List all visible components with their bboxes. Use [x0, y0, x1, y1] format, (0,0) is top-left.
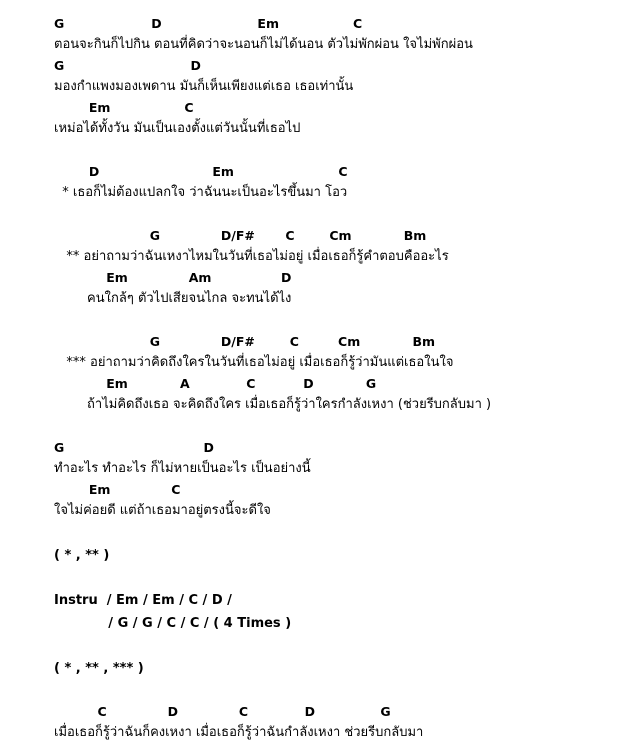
section-gap	[54, 310, 620, 332]
section-verse-1	[54, 14, 620, 140]
section-gap	[54, 680, 620, 702]
lyric-line: ** อย่าถามว่าฉันเหงาไหมในวันที่เธอไม่อยู่ เมื่อเธอก็รู้คำตอบคืออะไร	[54, 249, 449, 264]
lyric-line: คนใกล้ๆ ตัวไปเสียจนไกล จะทนได้ไง	[54, 291, 292, 306]
chord-line: D Em C	[54, 164, 348, 179]
chord-line: Em C	[54, 482, 181, 497]
section-gap	[54, 140, 620, 162]
chord-line: G D	[54, 440, 214, 455]
instrumental-line: Instru / Em / Em / C / D /	[54, 593, 232, 608]
chord-line: Em C	[54, 100, 194, 115]
repeat-marker: ( * , ** , *** )	[54, 661, 144, 676]
instrumental-line: / G / G / C / C / ( 4 Times )	[54, 616, 292, 631]
lyric-line: เมื่อเธอก็รู้ว่าฉันก็คงเหงา เมื่อเธอก็รู้ว่าฉันกำลังเหงา ช่วยรีบกลับมา	[54, 725, 424, 740]
lyric-line: ตอนจะกินก็ไปกิน ตอนที่คิดว่าจะนอนก็ไม่ได้นอน ตัวไม่พักผ่อน ใจไม่พักผ่อน	[54, 37, 473, 52]
section-instrumental	[54, 589, 620, 635]
section-chorus	[54, 226, 620, 310]
section-gap	[54, 522, 620, 544]
lyric-line: เหม่อได้ทั้งวัน มันเป็นเองตั้งแต่วันนั้นที่เธอไป	[54, 121, 301, 136]
lyric-line: *** อย่าถามว่าคิดถึงใครในวันที่เธอไม่อยู่ เมื่อเธอก็รู้ว่ามันแต่เธอในใจ	[54, 355, 454, 370]
section-gap	[54, 567, 620, 589]
section-gap	[54, 635, 620, 657]
lyric-line: ใจไม่ค่อยดี แต่ถ้าเธอมาอยู่ตรงนี้จะดีใจ	[54, 503, 271, 518]
section-outro	[54, 702, 620, 744]
repeat-marker: ( * , ** )	[54, 548, 110, 563]
section-repeat-1	[54, 544, 620, 567]
chord-line: G D Em C	[54, 16, 363, 31]
chord-line: Em Am D	[54, 270, 292, 285]
chord-line: G D/F# C Cm Bm	[54, 228, 427, 243]
chord-line: G D/F# C Cm Bm	[54, 334, 436, 349]
lyric-line: ถ้าไม่คิดถึงเธอ จะคิดถึงใคร เมื่อเธอก็รู้ว่าใครกำลังเหงา (ช่วยรีบกลับมา )	[54, 397, 492, 412]
section-repeat-2	[54, 657, 620, 680]
lyric-line: มองกำแพงมองเพดาน มันก็เห็นเพียงแต่เธอ เธอเท่านั้น	[54, 79, 354, 94]
chord-line: G D	[54, 58, 201, 73]
chord-line: Em A C D G	[54, 376, 377, 391]
section-gap	[54, 204, 620, 226]
section-verse-2	[54, 438, 620, 522]
section-chorus-2	[54, 332, 620, 416]
chord-line: C D C D G	[54, 704, 391, 719]
lyric-line: * เธอก็ไม่ต้องแปลกใจ ว่าฉันนะเป็นอะไรขึ้นมา โอว	[54, 185, 348, 200]
lyric-line: ทำอะไร ทำอะไร ก็ไม่หายเป็นอะไร เป็นอย่างนี้	[54, 461, 311, 476]
section-gap	[54, 416, 620, 438]
section-pre-chorus	[54, 162, 620, 204]
